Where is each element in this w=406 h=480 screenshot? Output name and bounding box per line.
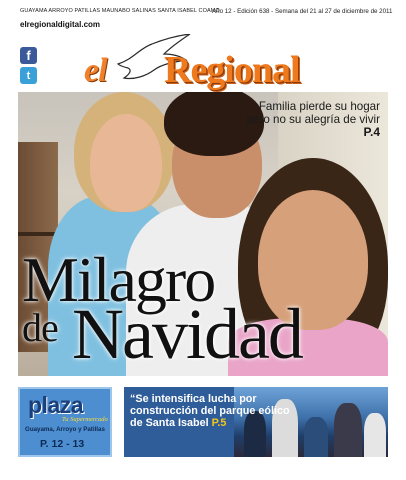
plaza-tagline: Tu Supermercado: [62, 416, 108, 423]
photo-figure: [304, 417, 328, 457]
headline-de: de: [22, 305, 58, 350]
coverage-towns: GUAYAMA ARROYO PATILLAS MAUNABO SALINAS SANTA ISABEL COAMO: [20, 8, 220, 14]
story-headline: [130, 393, 290, 430]
story-teaser[interactable]: [124, 387, 388, 457]
edition-info: Año 12 - Edición 638 - Semana del 21 al 27 de diciembre de 2011: [212, 8, 393, 15]
website-link[interactable]: elregionaldigital.com: [20, 20, 101, 29]
cover-photo: [18, 92, 388, 376]
plaza-towns: Guayama, Arroyo y Patillas: [25, 426, 105, 433]
girl-left-face: [90, 114, 162, 212]
teaser-page: P.4: [363, 125, 380, 139]
story-page: P.5: [211, 417, 227, 430]
plaza-pages: P. 12 - 13: [40, 438, 85, 450]
cover-teaser[interactable]: [247, 100, 380, 139]
photo-figure: [334, 403, 362, 457]
headline-milagro: Milagro: [22, 244, 215, 315]
plaza-logo-name: plaza: [28, 392, 84, 418]
masthead-el: el: [84, 52, 107, 89]
twitter-icon[interactable]: t: [20, 67, 37, 84]
headline-navidad: Navidad: [72, 294, 302, 374]
photo-shelf-board: [18, 232, 58, 236]
story-text: “Se intensifica lucha por construcción del parque eólico de Santa Isabel: [130, 393, 290, 430]
masthead-title: Regional: [164, 49, 300, 91]
facebook-icon[interactable]: f: [20, 47, 37, 64]
masthead-logo: [84, 40, 334, 92]
teaser-line-2: pero no su alegría de vivir: [246, 113, 380, 126]
teaser-line-1: Familia pierde su hogar: [258, 100, 380, 113]
plaza-ad[interactable]: [18, 387, 112, 457]
photo-figure: [364, 413, 386, 457]
